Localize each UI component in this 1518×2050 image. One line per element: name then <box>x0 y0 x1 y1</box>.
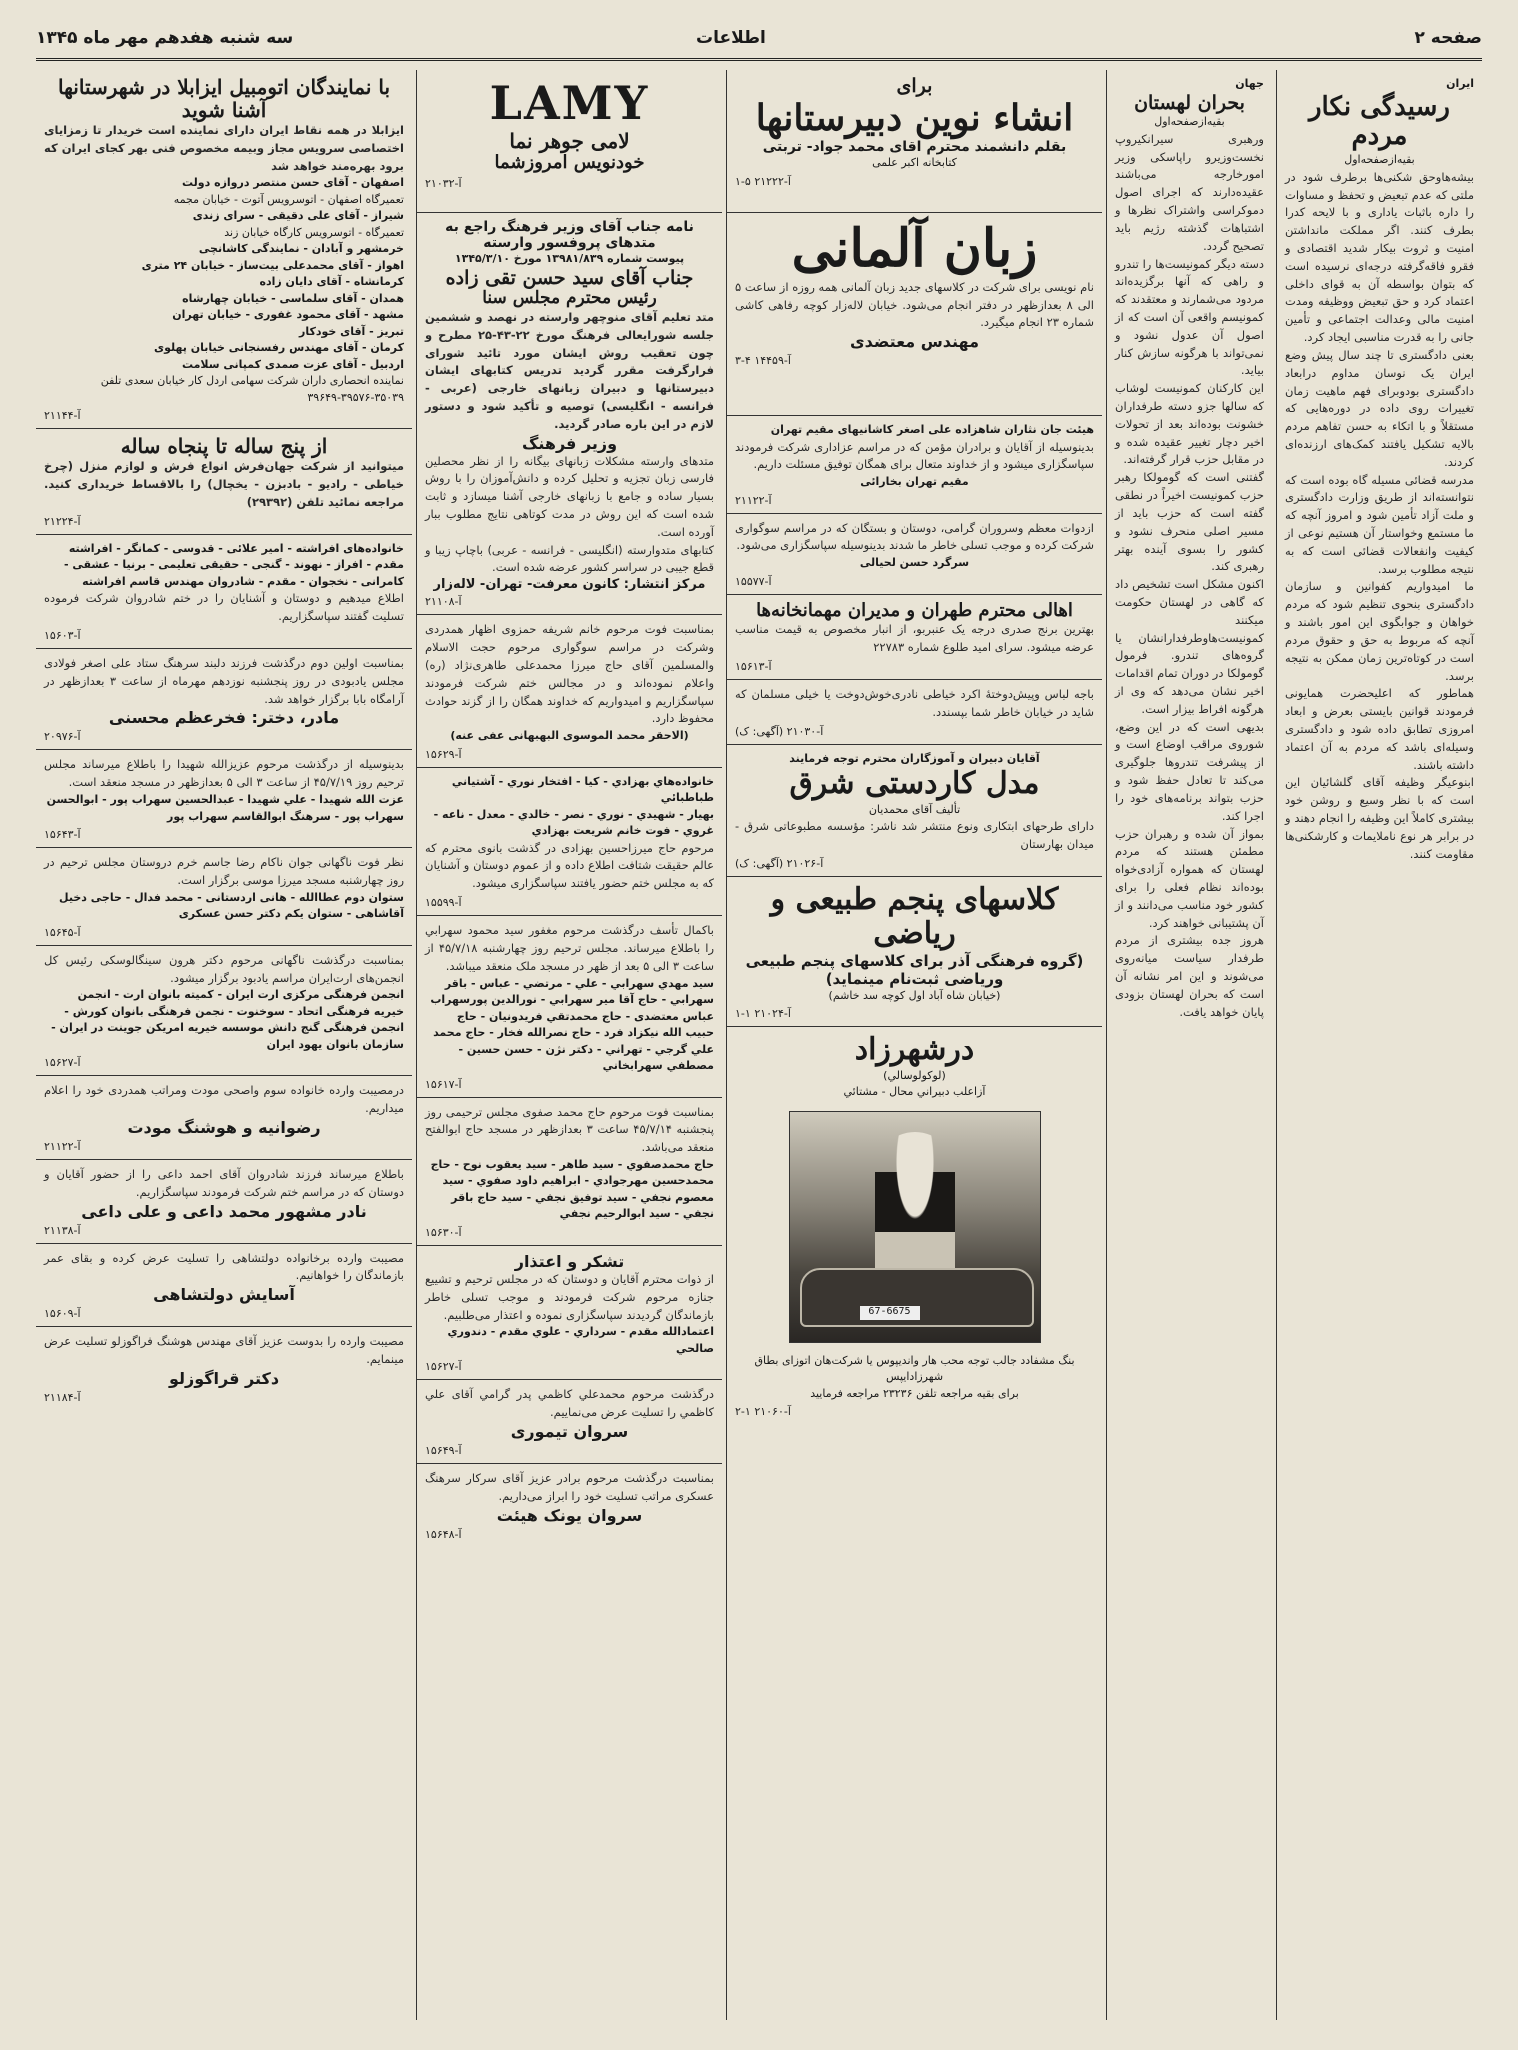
letter-center: مرکز انتشار: کانون معرفت- تهران- لاله‌زار <box>433 577 706 593</box>
ad-film-caption: بنگ مشفادد جالب توجه محب هار واندیپوس یا شرکت‌هان اتوزای بطاق شهرزادایپس <box>754 1353 1075 1384</box>
notice-classes-title: کلاسهای پنجم طبیعی و ریاضی <box>770 881 1059 952</box>
ad-film-title: درشهرزاد <box>854 1032 975 1068</box>
notice-teachers <box>727 745 1102 877</box>
thanks4-code: آ-۱۵۶۳۰ <box>425 1225 462 1239</box>
notice-tailor-body: باجه لباس وپیش‌دوختهٔ اکرد خیاطی نادری‌خوش‌دوخت یا خیلی مسلمان که شاید در خیابان خاطر شما بپسندد. <box>735 687 1094 719</box>
ad-film-code: آ-۲۱۰۶۰ ۱-۲ <box>735 1405 791 1419</box>
letter-to-title: رئیس محترم مجلس سنا <box>482 288 657 309</box>
family8-code: آ-۱۵۶۰۹ <box>44 1307 81 1321</box>
notice-family-8 <box>36 1244 412 1328</box>
ad-insha-title: انشاء نوین دبیرستانها <box>755 96 1074 139</box>
isabella-line: تبریز - آقای خودکار <box>298 324 404 338</box>
notice-tailor-code: آ-۲۱۰۳۰ (آگهی: ک) <box>735 724 824 738</box>
editorial-body-2: بعنی دادگستری تا چند سال پیش وضع ایران یک نوسان مداوم درابعاد دادگستری بودوبرای فهم ماهیت زمان تغییرات روی داده در دوره‌هایی که مستقلاً و با اتکاء به حسن تفاهم مردم بالایه تشکیل یافتند کمک‌های ارزنده‌ای کردند. <box>1285 347 1474 469</box>
notice-hotels-code: آ-۲۱۱۲۲ <box>735 493 772 507</box>
ad-insha-code: آ-۲۱۲۲۲ ۵-۱ <box>735 174 791 188</box>
notice-hotels <box>727 416 1102 514</box>
isabella-line: کرمان - آقای مهندس رفسنجانی خیابان پهلوی <box>154 341 404 355</box>
isabella-line: تعمیرگاه - اتوسرویس کارگاه خیابان زند <box>224 225 404 239</box>
newspaper-page <box>36 22 1482 2032</box>
family7-body: باطلاع میرساند فرزند شادروان آقای احمد داعی را از حضور آقایان و دوستان که در مراسم ختم شرکت فرمودند سپاسگزاریم. <box>44 1166 404 1199</box>
notice-classes-code: آ-۲۱۰۲۴ ۱-۱ <box>735 1007 791 1021</box>
family5-body: بمناسبت درگذشت ناگهانی مرحوم دکتر هرون سینگالوسکی رئیس کل انجمن‌های ارت‌ایران مراسم یادبود برگزار میشود. <box>44 952 404 985</box>
letter-body-3: کتابهای متدوارسته (انگلیسی - فرانسه - عربی) باچاپ زیبا و قطع جیبی در سراسر کشور عرضه شده است. <box>425 542 714 575</box>
editorial-title: رسیدگی نکار مردم <box>1308 91 1450 152</box>
small2-body: بمناسبت درگذشت مرحوم برادر عزیز آقای سرکار سرهنگ عسکری مراتب تسلیت خود را ابراز می‌داریم. <box>425 1471 714 1503</box>
notice-gratitude-code: آ-۱۵۵۷۷ <box>735 574 772 588</box>
thanks4-body: بمناسبت فوت مرحوم حاج محمد صفوی مجلس ترحیمی روز پنجشنبه ۴۵/۷/۱۴ ساعت ۳ بعدازظهر در مسجد حاج ابوالفتح منعقد می‌باشد. <box>425 1104 714 1155</box>
world-body-4: گفتنی است که گومولکا رهبر حزب کمونیست اخیراً در نطقی گفته است که حزب باید از مسیر اصلی منحرف نشود و کشور را بسوی آینده بهتر رهبری کند. <box>1115 470 1264 574</box>
family4-body: نظر فوت ناگهانی جوان ناکام رضا جاسم خرم دروستان مجلس ترحیم در روز چهارشنبه مسجد میرزا موسی برگزار است. <box>44 855 404 887</box>
world-body-7: بمواز آن شده و رهبران حزب مطمئن هستند که مردم لهستان که همواره آزادی‌خواه بوده‌اند نظام فعلی را برای کشور خود مناسب می‌دانند و از آن پشتیبانی خواهند کرد. <box>1115 826 1264 930</box>
thanks4-names: حاج محمدصفوي - سيد طاهر - سيد يعقوب نوح - حاج محمدحسين مهرجوادي - ابراهيم داود صفوي - سيد معصوم نجفي - سيد توفيق نجفي - سيد حاج باقر نجفي - سيد ابوالرحيم نجفي <box>430 1157 714 1221</box>
byline: بقیه‌ازصفحه‌اول <box>1154 115 1225 129</box>
thanks2-code: آ-۱۵۵۹۹ <box>425 896 462 910</box>
ad-german-body: نام نویسی برای شرکت در کلاسهای جدید زبان آلمانی همه روزه از ساعت ۵ الی ۸ بعدازظهر در دفتر انجام می‌شود. خیابان لاله‌زار کوچه رفاهی کاشی شماره ۲۳ انجام میگیرد. <box>735 279 1094 330</box>
family4-code: آ-۱۵۶۴۵ <box>44 925 81 939</box>
notice-residents <box>727 595 1102 680</box>
small1-code: آ-۱۵۶۴۹ <box>425 1444 462 1458</box>
notice-classes <box>727 877 1102 1028</box>
thanks3-body: باكمال تأسف درگذشت مرحوم مغفور سيد محمود سهرابي را باطلاع میرساند. مجلس ترحيم روز چهارشنبه ۴۵/۷/۱۸ از ساعت ۳ الی ۵ بعد از ظهر در مسجد ملک منعقد میباشد. <box>425 923 714 973</box>
ad-film-subtitle: (لوکولوسالي) <box>883 1068 946 1082</box>
family9-body: مصیبت وارده را بدوست عزیز آقای مهندس هوشنگ فراگوزلو تسلیت عرض مینمایم. <box>44 1334 404 1366</box>
letter-signature: وزیر فرهنگ <box>521 433 618 453</box>
column-iran <box>1276 70 1482 2020</box>
license-plate: 67-6675 <box>860 1306 920 1320</box>
ad-insha-author: بقلم دانشمند محترم اقای محمد جواد- تربتی <box>762 139 1067 156</box>
notice-tailor <box>727 680 1102 745</box>
editorial-body-3: مدرسه قضائی مسیله گاه بوده است که نتوانسته‌اند از طریق وزارت دادگستری و ملت آزاد تأمین شود و امروز آنچه که ما مستمع وخواستار آن هستیم نوعی از کیفیت وانفعالات قضائی است که به نتیجه مطلوب برسد. <box>1285 472 1474 576</box>
lamy-brand-fa: لامی جوهر نما <box>509 129 630 153</box>
world-body-2: دسته دیگر کمونیست‌ها را تندرو و راهی که آنها برگزیده‌اند مردود می‌شمارند و معتقدند که کمونیسم واقعی آن است که از اصول آن عدول نشود و نمی‌تواند با هرگونه سازش کنار بیاید. <box>1115 256 1264 378</box>
letter-ministry <box>417 213 722 615</box>
letter-body-2: متدهای وارسته مشکلات زبانهای بیگانه را از نظر محصلین فارسی زبان تجزیه و تحلیل کرده و دانش‌آموزان را با روش بسیار ساده و جامع با زبانهای خارجی آشنا میسازد و ثابت شده است که این روش در مدت کوتاهی نتایج مطلوب ببار آورده است. <box>425 453 714 539</box>
small2-signer: سروان یونک هیئت <box>496 1505 643 1525</box>
ad-film-contact: برای بقیه مراجعه تلفن ۲۳۲۳۶ مراجعه فرمایید <box>810 1386 1019 1400</box>
small1-body: درگذشت مرحوم محمدعلي کاظمي پدر گرامي آقای علي کاظمي را تسلیت عرض می‌نماییم. <box>425 1387 714 1420</box>
household-body: میتوانید از شرکت جهان‌فرش انواع فرش و لوازم منزل (چرخ خیاطی - رادیو - بادبزن - یخچال) را بالاقساط خریداری کنید. مراجعه نمائید تلفن (۲۹۳۹۲) <box>44 459 404 510</box>
ad-german <box>727 213 1102 416</box>
thanks2-body: مرحوم حاج میرزاحسین بهزادی در گذشت بانوی محترم که عالم حقیقت شتافت اطلاع داده و از عموم دوستان و آشنایان که به مجلس ختم حضور یافتند سپاسگزاری میشود. <box>425 840 714 891</box>
family5-names: انجمن فرهنگی مرکزی ارت ایران - کمیته بانوان ارت - انجمن خیریه فرهنگی اتحاد - سوخنوت - نجمن فرهنگی بانوان کورش - انجمن فرهنگی گنج دانش موسسه خیریه امریکن جوینت در ایران - سازمان بانوان یهود ایران <box>51 988 404 1051</box>
family1-code: آ-۱۵۶۰۳ <box>44 629 81 642</box>
ad-german-title: زبان آلمانی <box>791 218 1038 279</box>
isabella-line: اردبیل - آقای عزت صمدی کمپانی سلامت <box>181 357 404 371</box>
ad-household <box>36 429 412 534</box>
ad-film <box>727 1027 1102 1424</box>
apology-title: تشکر و اعتذار <box>514 1251 625 1271</box>
column-family <box>36 70 412 2020</box>
family8-body: مصیبت وارده برخانواده دولتشاهی را تسلیت عرض کرده و بقای عمر بازماندگان را خواهانیم. <box>44 1250 404 1283</box>
notice-hotels-body: بدینوسیله از آقایان و برادران مؤمن که در مراسم عزاداری شرکت فرمودند سپاسگزاری میشود و از خداوند متعال برای همگان توفیق مسئلت داریم. <box>735 439 1094 472</box>
thanks2-names: بهيار - شهيدي - نوري - نصر - خالدي - معدل - ناعه - غروي - فوت خانم شريعت بهزادي <box>433 807 714 838</box>
apology-names: اعتمادالله مقدم - سرداري - علوي مقدم - دندوري صالحي <box>447 1325 714 1355</box>
notice-apology <box>417 1246 722 1380</box>
thanks1-body: بمناسبت فوت مرحوم خانم شریفه حمزوی اظهار همدردی وشرکت در مراسم سوگواری مرحوم حجت الاسلام والمسلمین آقای حاج میرزا محمدعلی طاهری‌نژاد (ره) واعلام نموده‌اند و در مجالس ختم شرکت فرمودند سپاسگزاریم و امیدواریم که خداوند همگان را از گزند حوادث محفوظ دارد. <box>425 622 714 726</box>
family2-signer: مادر، دختر: فخرعظم محسنی <box>108 708 340 728</box>
letter-to: جناب آقای سید حسن تقی زاده <box>445 266 694 289</box>
small1-signer: سروان تیموری <box>510 1422 629 1442</box>
family3-code: آ-۱۵۶۴۳ <box>44 828 81 842</box>
family1-body: اطلاع میدهیم و دوستان و آشنایان را در ختم شادروان شرکت فرموده تسلیت گفتند سپاسگزاریم. <box>44 591 404 624</box>
notice-teachers-book: مدل کاردستی شرق <box>789 766 1040 802</box>
notice-residents-code: آ-۱۵۶۱۳ <box>735 660 772 674</box>
ad-isabella <box>36 70 412 429</box>
notice-gratitude-body: ازدوات معظم وسروران گرامی، دوستان و بستگان که در مراسم سوگواری شرکت کرده و موجب تسلی خاطر ما شدند بدینوسیله سپاسگزاری می‌شود. <box>735 520 1094 553</box>
family9-signer: دکتر قراگوزلو <box>168 1368 280 1388</box>
notice-hotels-title: هیئت جان نثاران شاهزاده علی اصغر کاشانیهای مقیم تهران <box>770 423 1094 436</box>
notice-thanks-2 <box>417 768 722 916</box>
notice-residents-title: اهالی محترم طهران و مدیران مهمانخانه‌ها <box>756 599 1073 621</box>
page-number: صفحه ۲ <box>1414 28 1482 48</box>
letter-title: نامه جناب آقای وزیر فرهنگ راجع به متدهای پروفسور وارسته <box>445 219 694 251</box>
world-body-3: این کارکنان کمونیست لوشاب که سالها جزو دسته طرفداران خشونت بوده‌اند بعد از تحولات اخیر دچار تغییر عقیده شده و در مقابل حزب قرار گرفته‌اند. <box>1115 381 1264 467</box>
thanks1-code: آ-۱۵۶۲۹ <box>425 747 462 761</box>
ad-insha-publisher: کتابخانه اکبر علمی <box>872 156 957 170</box>
notice-thanks-1 <box>417 615 722 767</box>
notice-thanks-3 <box>417 916 722 1097</box>
thanks2-title: خانواده‌هاي بهزادي - كيا - افتخار نوري - آشتياني طباطبائي <box>451 774 714 805</box>
family5-code: آ-۱۵۶۲۷ <box>44 1056 81 1070</box>
family2-body: بمناسبت اولین دوم درگذشت فرزند دلبند سرهنگ ستاد علی اصغر فولادی مجلس یادبودی در روز پنجشنبه نوزدهم مهرماه از ساعت ۳ بعدازظهر در آرامگاه بابا برگزار خواهد شد. <box>44 656 404 706</box>
notice-family-9 <box>36 1327 412 1410</box>
notice-hotels-signer: مقیم تهران بخارائی <box>860 475 969 489</box>
notice-teachers-author: تألیف آقای محمدیان <box>868 802 961 816</box>
world-body-6: بدیهی است که در این وضع، شوروی مراقب اوضاع است و از پیشرفت تندروها جلوگیری می‌کند تا تعادل حفظ شود و حزب بتواند برنامه‌های خود را اجرا کند. <box>1115 719 1264 823</box>
household-code: آ-۲۱۲۲۴ <box>44 514 81 528</box>
isabella-line: همدان - آقای سلماسی - خیابان چهارشاه <box>182 291 404 305</box>
notice-classes-subtitle: (گروه فرهنگی آذر برای کلاسهای پنجم طبیعی وریاضی ثبت‌نام مینماید) <box>745 951 1084 988</box>
thanks1-signer: (الاحقر محمد الموسوی البهبهانی عفی عنه) <box>450 729 689 743</box>
household-title: از پنج ساله تا پنجاه ساله <box>120 434 328 459</box>
lamy-code: آ-۲۱۰۳۲ <box>425 176 462 190</box>
actress-figure <box>875 1132 955 1282</box>
paper-name: اطلاعات <box>696 28 766 48</box>
notice-small-2 <box>417 1464 722 1547</box>
family1-title: خانواده‌های افراشته - امیر علائی - قدوسی - کمانگر - افراشته مقدم - افراز - نهوند - گنجی - حقیقی تعلیمی - برنیا - عشقی - کامرانی - نخجوان - مقدم - شادروان مهندس قاسم افراشته <box>63 541 404 588</box>
thanks3-names: سيد مهدي سهرابي - علي - مرتضي - عباس - باقر سهرابي - حاج آقا مير سهرابي - نورالدين پورسهراب عباس معتضدی - حاج محمدتقي فريدونيان - حاج حبيب الله نيكزاد فرد - حاج نصرالله فخار - حاج محمد علي گرجي - تهراني - دكتر نژن - حسن حسين - مصطفي سهرابخاني <box>430 976 714 1073</box>
apology-code: آ-۱۵۶۲۷ <box>425 1360 462 1374</box>
ad-lamy <box>417 70 722 213</box>
masthead <box>36 22 1482 61</box>
world-title: بحران لهستان <box>1134 91 1245 114</box>
family7-signer: نادر مشهور محمد داعی و علی داعی <box>81 1201 367 1221</box>
isabella-line: خرمشهر و آبادان - نمایندگی کاشانچی <box>198 242 404 256</box>
family6-code: آ-۲۱۱۲۲ <box>44 1139 81 1153</box>
section-label: ایران <box>1446 77 1474 90</box>
notice-gratitude <box>727 514 1102 595</box>
apology-body: از ذوات محترم آقایان و دوستان که در مجلس ترحیم و تشییع جنازه مرحوم شرکت فرمودند و موجب تسلی خاطر بازماندگان گردیدند سپاسگزاری نموده و اعتذار می‌طلبیم. <box>425 1271 714 1322</box>
notice-family-4 <box>36 848 412 946</box>
byline: بقیه‌ازصفحه‌اول <box>1344 153 1415 167</box>
column-world <box>1106 70 1272 2020</box>
editorial-body-5: هماطور که اعلیحضرت همایونی فرمودند قوانین بایستی بعرض و ابعاد امروزی تطابق داده شود و دادگستری وسیله‌ای باشد که مردم به آن اعتماد داشته باشند. <box>1285 686 1474 772</box>
notice-teachers-body: دارای طرحهای ابتکاری ونوع منتشر شد ناشر: مؤسسه مطبوعاتی شرق - میدان بهارستان <box>735 819 1094 851</box>
isabella-code: آ-۲۱۱۴۴ <box>44 409 81 423</box>
ad-german-teacher: مهندس معتضدی <box>849 332 980 352</box>
isabella-line: اصفهان - آقای حسن منتصر دروازه دولت <box>182 176 404 190</box>
notice-teachers-title: آقایان دبیران و آموزگاران محترم توجه فرمایند <box>789 751 1040 765</box>
isabella-footer: نماینده انحصاری داران شرکت سهامی اردل کار خیابان سعدی تلفن ۳۵۰۳۹-۳۹۵۷۶-۳۹۶۴۹ <box>100 374 404 404</box>
section-label: جهان <box>1235 77 1264 90</box>
notice-family-7 <box>36 1160 412 1244</box>
notice-family-3 <box>36 750 412 848</box>
editorial-body-6: ابنوعیگر وظیفه آقای گلشائیان این است که با نظر وسیع و روشن خود بیشتری کاملاً این وظیفه را انجام دهند و در برابر هر نوع ناملایمات و کارشکنی‌ها مقاومت کنند. <box>1285 775 1474 861</box>
ad-film-note: آزاعلب دبیراني محال - مشتائي <box>843 1085 986 1099</box>
family4-names: ستوان دوم عطاالله - هانی اردستانی - محمد فدال - حاجی دخیل آقاشاهی - ستوان یکم دکتر حسن عسکری <box>59 890 404 921</box>
editorial-body-1: بیشه‌هاوحق شکنی‌ها برطرف شود در ملتی که عدم تبعیض و تحفظ و مساوات را داره باثبات یاداری و با لایحه کدرا بطرف کنند. اگر مملکت مانداشتن امنیت و ثروت بیکار شدید اقتصادی و فقرو فاقه‌گرفته درجه‌ای نرسیده است که بتوان بواسطه آن به قوای داخلی اعتماد کرد و حق تبعیض ووظیفه ومدت امنیت مالی وعدالت اجتماعی و تأمین جانی را به قدرت مناسبی ایجاد کرد. <box>1285 169 1474 345</box>
column-letters <box>416 70 722 2020</box>
notice-thanks-4 <box>417 1098 722 1246</box>
world-body-1: ورهبری سیرانکیروپ نخست‌وزیرو راپاسکی وزیر امورخارجه می‌باشند عقیده‌دارند که اجرای اصول دموکراسی واشتراک نظرها و اشتباهات گذشته رژیم باید تصحیح گردد. <box>1115 131 1264 253</box>
family8-signer: آسایش دولتشاهی <box>153 1285 295 1305</box>
editorial-body-4: ما امیدواریم کفوانین و سازمان دادگستری بنحوی تنظیم شود که مردم خواهان و جوابگوی این امور باشند و آنچه که مربوط به حق و حقوق مردم است در کوتاه‌ترین زمان ممکن به نتیجه برسد. <box>1285 579 1474 683</box>
isabella-line: شیراز - آقای علی دقیقی - سرای زندی <box>192 209 404 223</box>
notice-classes-address: (خیابان شاه آباد اول کوچه سد خاشم) <box>828 988 1001 1002</box>
notice-teachers-code: آ-۲۱۰۲۶ (آگهی: ک) <box>735 856 824 870</box>
column-ads-center <box>726 70 1102 2020</box>
isabella-line: تعمیرگاه اصفهان - اتوسرویس آتوت - خیابان مجمه <box>173 192 404 206</box>
film-photo <box>789 1111 1041 1343</box>
family6-body: درمصیبت وارده خانواده سوم واصحی مودت ومراتب همدردی خود را اعلام میداریم. <box>44 1083 404 1116</box>
notice-family-2 <box>36 649 412 750</box>
isabella-intro: ایزابلا در همه نقاط ایران دارای نماینده است خریدار تا زمزایای اختصاصی سرویس مجاز وبیمه مخصوص فنی بهر کجای ایران که برود بهره‌مند خواهد شد <box>44 123 404 173</box>
family6-signer: رضوانیه و هوشنگ مودت <box>127 1117 321 1137</box>
notice-family-6 <box>36 1076 412 1160</box>
lamy-logo: LAMY <box>489 76 650 130</box>
isabella-line: مشهد - آقای محمود غفوری - خیابان تهران <box>172 308 404 322</box>
family7-code: آ-۲۱۱۳۸ <box>44 1223 81 1237</box>
date-line: سه شنبه هفدهم مهر ماه ۱۳۴۵ <box>36 28 294 48</box>
letter-code: آ-۲۱۱۰۸ <box>425 595 462 609</box>
ad-insha <box>727 70 1102 213</box>
isabella-line: کرمانشاه - آقای دایان زاده <box>259 275 404 289</box>
isabella-title: با نمایندگان اتومبیل ایزابلا در شهرستانها آشنا شوید <box>57 75 391 122</box>
world-body-5: اکنون مشکل است تشخیص داد که گاهی در لهستان حکومت میکنند کمونیست‌هاوطرفدارانشان یا گروه‌های تندرو. فرمول گومولکا در دوران تمام اقدامات اخیر نشان می‌دهد که وی از هرگونه افراط بیزار است. <box>1115 577 1264 716</box>
letter-ref: پیوست شماره ۱۳۹۸۱/۸۳۹ مورخ ۱۳۴۵/۳/۱۰ <box>454 252 685 265</box>
ad-insha-for: برای <box>896 75 933 97</box>
notice-small-1 <box>417 1380 722 1464</box>
lamy-tagline: خودنویس امروزشما <box>494 152 645 173</box>
notice-residents-body: بهترین برنج صدری درجه یک عنبربو، از انبار مخصوص به قیمت مناسب عرضه میشود. سرای امید طلوع شماره ۲۲۷۸۳ <box>735 622 1094 655</box>
isabella-line: اهواز - آقای محمدعلی بیت‌ساز - خیابان ۲۴ متری <box>141 258 404 272</box>
world-body-8: هروز جده بیشتری از مردم طرفدار سیاست میانه‌روی می‌شوند و این امر نشانه آن است که بحران لهستان بزودی پایان خواهد یافت. <box>1115 933 1264 1019</box>
thanks3-code: آ-۱۵۶۱۷ <box>425 1077 462 1091</box>
family3-names: عزت الله شهیدا - علي شهیدا - عبدالحسین سهراب پور - ابوالحسن سهراب پور - سرهنگ ابوالقاسم سهراب پور <box>46 793 404 823</box>
notice-gratitude-signer: سرگرد حسن لحیالی <box>859 556 970 570</box>
notice-family-5 <box>36 946 412 1077</box>
family3-body: بدینوسیله از درگذشت مرحوم عزیزالله شهیدا را باطلاع میرساند مجلس ترحیم روز ۴۵/۷/۱۹ از ساعت ۳ الی ۵ بعدازظهر در مسجد منعقد است. <box>44 757 404 790</box>
letter-body: متد تعلیم آقای منوچهر وارسته در نهصد و ششمین جلسه شورایعالی فرهنگ مورخ ۲۲-۴۳-۲۵ مطرح و چون تعقیب روش ایشان مورد تائید شورای فرارگرفت مقرر گردید تدریس کتابهای ایشان دبیرستانها و دبیران زبانهای خارجی (عربی - فرانسه - انگلیسی) توصیه و تأکید شود و دستور لازم در این باره صادر گردید. <box>425 309 715 431</box>
family9-code: آ-۲۱۱۸۴ <box>44 1390 81 1404</box>
notice-family-1 <box>36 535 412 649</box>
ad-german-code: آ-۱۴۴۵۹ ۴-۳ <box>735 354 791 368</box>
small2-code: آ-۱۵۶۴۸ <box>425 1527 462 1541</box>
family2-code: آ-۲۰۹۷۶ <box>44 730 81 744</box>
